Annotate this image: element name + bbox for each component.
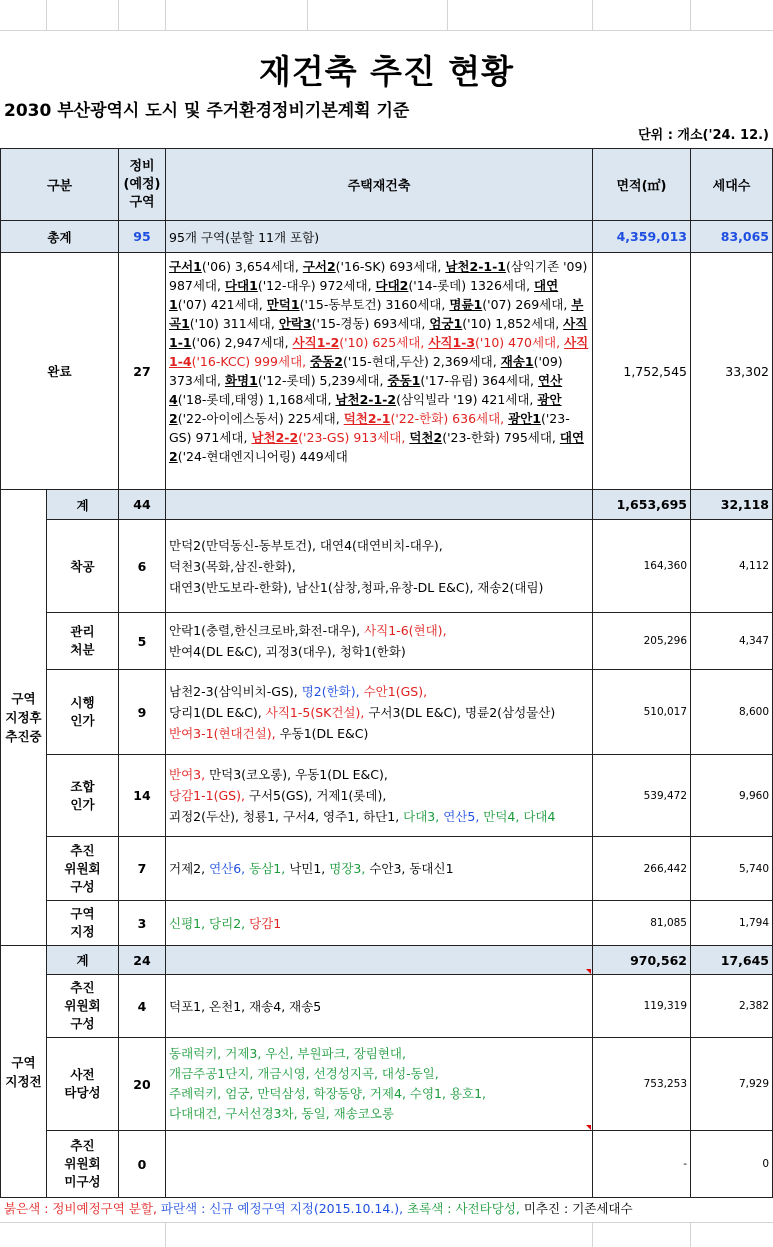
zone-text: 반여3, <box>169 767 210 782</box>
zone-name: 대연2 <box>169 430 585 464</box>
group1-row-4 <box>1 837 773 901</box>
zone-detail: ('16-SK) 693세대, <box>335 259 446 274</box>
group2-row-zones: 4 <box>119 975 166 1038</box>
group1-row-area: 81,085 <box>593 901 691 946</box>
group1-row-zones: 7 <box>119 837 166 901</box>
zone-text: 동래럭키, 거제3, 우신, 부원파크, 장림현대, <box>169 1046 406 1061</box>
legend-black: 미추진 : 기존세대수 <box>519 1201 633 1216</box>
zone-detail: ('09) 373세대, <box>169 354 563 388</box>
zone-text: 우동1(DL E&C) <box>279 725 369 741</box>
zone-entry <box>303 259 446 274</box>
header-row <box>1 149 773 221</box>
zone-detail: ('23-GS) 971세대, <box>169 411 570 445</box>
zone-text: 구서5(GS), 거제1(롯데), <box>248 788 387 803</box>
zone-text: 괴정2(두산), 청룡1, 구서4, 영주1, 하단1, <box>169 809 404 824</box>
group2-row-area: 119,319 <box>593 975 691 1038</box>
group1-row-label: 착공 <box>47 520 119 613</box>
group2-row-label: 추진 위원회 미구성 <box>47 1131 119 1198</box>
zone-text: 덕천3(목화,삼진-한화), <box>169 558 296 574</box>
completed-row <box>1 253 773 490</box>
group1-subtotal-zones: 44 <box>119 490 166 520</box>
zone-detail: ('10) 470세대, <box>475 335 565 350</box>
zone-text: 당감1 <box>249 915 282 931</box>
group1-row-desc <box>166 901 593 946</box>
group1-row-desc <box>166 613 593 670</box>
zone-entry <box>225 373 387 388</box>
zone-text: 명장3, <box>329 861 370 876</box>
zone-text: 동삼1, <box>249 861 290 876</box>
zone-entry <box>387 373 538 388</box>
zone-entry <box>293 335 429 350</box>
group2-subtotal-row <box>1 946 773 975</box>
zone-detail: ('16-KCC) 999세대, <box>191 354 311 369</box>
zone-text: 반여3-1(현대건설), <box>169 725 280 741</box>
group1-row-0 <box>1 520 773 613</box>
group1-row-label: 추진 위원회 구성 <box>47 837 119 901</box>
group2-row-zones: 20 <box>119 1038 166 1131</box>
sheet-grid-top <box>0 0 773 30</box>
completed-desc <box>166 253 593 490</box>
group1-row-2 <box>1 670 773 755</box>
group1-row-5 <box>1 901 773 946</box>
zone-name: 남천2-1-2 <box>335 392 397 407</box>
group1-row-label: 관리 처분 <box>47 613 119 670</box>
zone-name: 대연1 <box>169 278 559 312</box>
zone-text: 당리1(DL E&C), <box>169 704 266 720</box>
group2-row-1 <box>1 1038 773 1131</box>
sheet-grid-bottom <box>0 1222 773 1247</box>
group1-subtotal-desc <box>166 490 593 520</box>
zone-entry <box>376 278 535 293</box>
zone-detail: ('23-GS) 913세대, <box>298 430 410 445</box>
zone-name: 안락3 <box>278 316 312 331</box>
group1-row-zones: 14 <box>119 755 166 837</box>
header-area: 면적(㎡) <box>593 149 691 221</box>
group2-row-households: 0 <box>691 1131 773 1198</box>
group1-subtotal-households: 32,118 <box>691 490 773 520</box>
zone-entry <box>169 259 303 274</box>
group2-row-zones: 0 <box>119 1131 166 1198</box>
group1-subtotal-area: 1,653,695 <box>593 490 691 520</box>
color-legend <box>4 1199 633 1217</box>
zone-name: 사직1-1 <box>169 316 588 350</box>
comment-marker <box>586 969 591 974</box>
zone-text: 남천2-3(삼익비치-GS), <box>169 683 302 699</box>
completed-area: 1,752,545 <box>593 253 691 490</box>
group2-label: 구역 지정전 <box>1 946 47 1198</box>
zone-name: 사직1-3 <box>428 335 476 350</box>
zone-entry <box>449 297 571 312</box>
zone-detail: ('06) 3,654세대, <box>201 259 303 274</box>
zone-detail: (삼익기존 '09) 987세대, <box>169 259 588 293</box>
zone-text: 수안1(GS), <box>363 683 428 699</box>
group2-row-0 <box>1 975 773 1038</box>
group1-row-households: 9,960 <box>691 755 773 837</box>
group2-row-label: 사전 타당성 <box>47 1038 119 1131</box>
zone-entry <box>279 316 430 331</box>
group1-row-households: 4,347 <box>691 613 773 670</box>
page-subtitle: 2030 부산광역시 도시 및 주거환경정비기본계획 기준 <box>4 101 410 121</box>
group1-row-zones: 5 <box>119 613 166 670</box>
group1-row-zones: 6 <box>119 520 166 613</box>
group1-row-desc <box>166 520 593 613</box>
group1-subtotal-row <box>1 490 773 520</box>
zone-detail: ('10) 311세대, <box>189 316 279 331</box>
header-category: 구분 <box>1 149 119 221</box>
group1-row-1 <box>1 613 773 670</box>
zone-detail: ('15-동부토건) 3160세대, <box>299 297 450 312</box>
zone-entry <box>344 411 508 426</box>
group1-row-area: 205,296 <box>593 613 691 670</box>
completed-households: 33,302 <box>691 253 773 490</box>
total-label: 총계 <box>1 221 119 253</box>
legend-blue: 파란색 : 신규 예정구역 지정(2015.10.14.), <box>156 1201 404 1216</box>
legend-red: 붉은색 : 정비예정구역 분할, <box>4 1201 157 1216</box>
zone-name: 광안1 <box>508 411 541 426</box>
group2-subtotal-zones: 24 <box>119 946 166 975</box>
zone-detail: ('10) 1,852세대, <box>462 316 564 331</box>
group2-row-2 <box>1 1131 773 1198</box>
zone-detail: ('15-경동) 693세대, <box>311 316 430 331</box>
zone-detail: ('12-대우) 972세대, <box>257 278 376 293</box>
zone-text: 사직1-5(SK건설), <box>265 704 369 720</box>
zone-text: 반여4(DL E&C), 괴정3(대우), 청학1(한화) <box>169 644 406 659</box>
group1-row-zones: 9 <box>119 670 166 755</box>
group2-row-area: - <box>593 1131 691 1198</box>
total-area: 4,359,013 <box>593 221 691 253</box>
zone-text: 주례럭키, 엄궁, 만덕삼성, 학장동양, 거제4, 수영1, 용호1, <box>169 1086 487 1101</box>
zone-text: 다대대건, 구서선경3차, 동일, 재송코오롱 <box>169 1106 394 1121</box>
zone-name: 다대1 <box>224 278 258 293</box>
zone-text: 대연3(반도보라-한화), 남산1(삼창,청파,유창-DL E&C), 재송2(대림) <box>169 579 544 595</box>
zone-text: 덕포1, 온천1, 재송4, 재송5 <box>169 998 322 1014</box>
total-households: 83,065 <box>691 221 773 253</box>
total-zones: 95 <box>119 221 166 253</box>
zone-name: 중동2 <box>310 354 343 369</box>
zone-text: 사직1-6(현대), <box>364 623 447 638</box>
group2-row-households: 7,929 <box>691 1038 773 1131</box>
zone-name: 남천2-2 <box>251 430 299 445</box>
zone-name: 다대2 <box>375 278 409 293</box>
zone-text: 다대3, <box>403 809 444 824</box>
group1-label: 구역 지정후 추진중 <box>1 490 47 946</box>
completed-label: 완료 <box>1 253 119 490</box>
group2-subtotal-area: 970,562 <box>593 946 691 975</box>
page-title: 재건축 추진 현황 <box>258 52 515 91</box>
zone-name: 구서2 <box>302 259 336 274</box>
group2-subtotal-households: 17,645 <box>691 946 773 975</box>
zone-text: 낙민1, <box>289 861 330 876</box>
zone-name: 사직1-4 <box>169 335 589 369</box>
zone-detail: ('17-유림) 364세대, <box>420 373 538 388</box>
zone-text: 개금주공1단지, 개금시영, 선경성지곡, 대성-동일, <box>169 1066 439 1081</box>
group2-subtotal-desc <box>166 946 593 975</box>
zone-text: 당감1-1(GS), <box>169 788 249 803</box>
header-households: 세대수 <box>691 149 773 221</box>
zone-entry <box>225 278 376 293</box>
zone-entry <box>409 430 560 445</box>
zone-name: 연산4 <box>169 373 563 407</box>
zone-text: 거제2, <box>169 861 210 876</box>
zone-name: 중동1 <box>387 373 421 388</box>
zone-text: 만덕3(코오롱), 우동1(DL E&C), <box>209 767 388 782</box>
group1-row-area: 266,442 <box>593 837 691 901</box>
zone-name: 구서1 <box>169 259 202 274</box>
group2-row-label: 추진 위원회 구성 <box>47 975 119 1038</box>
group2-row-households: 2,382 <box>691 975 773 1038</box>
group1-subtotal-label: 계 <box>47 490 119 520</box>
group2-row-desc <box>166 1038 593 1131</box>
group1-row-3 <box>1 755 773 837</box>
zone-text: 만덕4, 다대4 <box>483 809 556 824</box>
zone-detail: ('22-아이에스동서) 225세대, <box>177 411 344 426</box>
group1-row-label: 시행 인가 <box>47 670 119 755</box>
zone-detail: ('12-롯데) 5,239세대, <box>257 373 388 388</box>
zone-text: 신평1, 당리2, <box>169 915 250 931</box>
group2-row-desc <box>166 1131 593 1198</box>
zone-entry <box>429 316 563 331</box>
zone-name: 사직1-2 <box>292 335 340 350</box>
zone-detail: ('07) 269세대, <box>482 297 572 312</box>
zone-name: 명륜1 <box>449 297 483 312</box>
zone-name: 만덕1 <box>266 297 300 312</box>
group1-row-households: 8,600 <box>691 670 773 755</box>
group1-row-desc <box>166 755 593 837</box>
zone-detail: ('22-한화) 636세대, <box>390 411 509 426</box>
zone-name: 재송1 <box>500 354 534 369</box>
group1-row-area: 510,017 <box>593 670 691 755</box>
group1-row-label: 조합 인가 <box>47 755 119 837</box>
zone-text: 명2(한화), <box>301 683 364 699</box>
group1-row-zones: 3 <box>119 901 166 946</box>
zone-name: 남천2-1-1 <box>445 259 506 274</box>
group1-row-households: 4,112 <box>691 520 773 613</box>
zone-detail: (삼익빌라 '19) 421세대, <box>396 392 538 407</box>
zone-text: 안락1(충렬,한신크로바,화전-대우), <box>169 623 365 638</box>
zone-name: 덕천2-1 <box>343 411 391 426</box>
group1-row-desc <box>166 670 593 755</box>
zone-detail: ('14-롯데) 1326세대, <box>408 278 535 293</box>
zone-name: 부곡1 <box>169 297 584 331</box>
group1-row-desc <box>166 837 593 901</box>
zone-detail: ('18-롯데,태영) 1,168세대, <box>177 392 336 407</box>
zone-detail: ('07) 421세대, <box>177 297 267 312</box>
legend-green: 초록색 : 사전타당성, <box>403 1201 520 1216</box>
zone-entry <box>310 354 501 369</box>
total-row <box>1 221 773 253</box>
zone-detail: ('23-한화) 795세대, <box>442 430 560 445</box>
group1-row-area: 539,472 <box>593 755 691 837</box>
zone-text: 구서3(DL E&C), 명륜2(삼성물산) <box>368 704 556 720</box>
zone-detail: ('24-현대엔지니어링) 449세대 <box>177 449 348 464</box>
zone-detail: ('06) 2,947세대, <box>191 335 293 350</box>
zone-text: 연산6, <box>209 861 250 876</box>
zone-text: 연산5, <box>443 809 484 824</box>
zone-name: 덕천2 <box>409 430 443 445</box>
zone-text: 만덕2(만덕동신-동부토건), 대연4(대연비치-대우), <box>169 537 443 553</box>
total-desc: 95개 구역(분할 11개 포함) <box>166 221 593 253</box>
zone-name: 광안2 <box>169 392 562 426</box>
group2-row-desc <box>166 975 593 1038</box>
unit-label: 단위 : 개소('24. 12.) <box>638 128 769 143</box>
group1-row-households: 1,794 <box>691 901 773 946</box>
group2-subtotal-label: 계 <box>47 946 119 975</box>
zone-detail: ('10) 625세대, <box>339 335 429 350</box>
group1-row-label: 구역 지정 <box>47 901 119 946</box>
zone-entry <box>335 392 537 407</box>
group1-row-households: 5,740 <box>691 837 773 901</box>
group2-row-area: 753,253 <box>593 1038 691 1131</box>
header-desc: 주택재건축 <box>166 149 593 221</box>
completed-zones: 27 <box>119 253 166 490</box>
zone-name: 엄궁1 <box>429 316 463 331</box>
group1-row-area: 164,360 <box>593 520 691 613</box>
zone-entry <box>267 297 450 312</box>
zone-entry <box>428 335 564 350</box>
comment-marker <box>586 1125 591 1130</box>
zone-text: 수안3, 동대신1 <box>369 861 454 876</box>
zone-entry <box>251 430 409 445</box>
zone-name: 화명1 <box>224 373 258 388</box>
zone-detail: ('15-현대,두산) 2,369세대, <box>342 354 501 369</box>
header-zones: 정비 (예정) 구역 <box>119 149 166 221</box>
status-table <box>0 148 773 1198</box>
